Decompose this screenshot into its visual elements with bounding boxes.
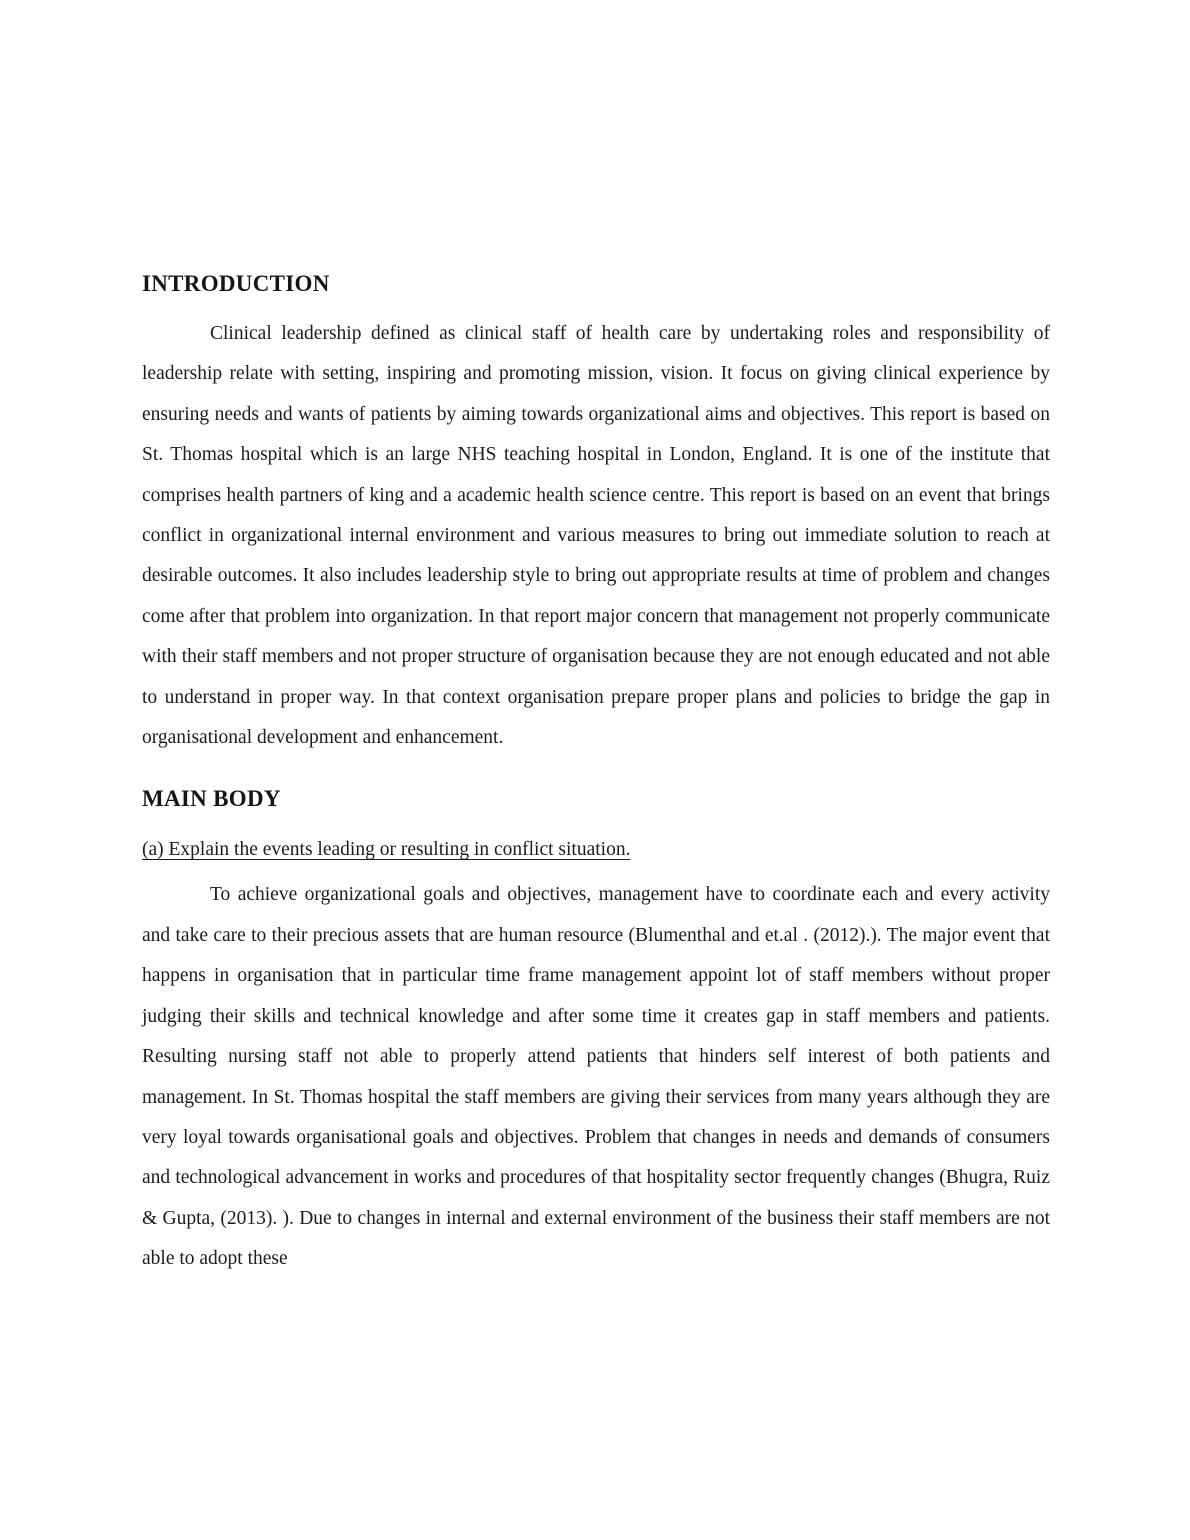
subheading-conflict-situation: (a) Explain the events leading or resulting in conflict situation.	[142, 839, 631, 861]
heading-main-body: MAIN BODY	[142, 786, 281, 812]
introduction-paragraph: Clinical leadership defined as clinical staff of health care by undertaking roles and responsibility of leadership relate with setting, inspiring and promoting mission, vision. It focus on giving clinical experience by ensuring needs and wants of patients by aiming towards organizational aims and objectives. This report is based on St. Thomas hospital which is an large NHS teaching hospital in London, England. It is one of the institute that comprises health partners of king and a academic health science centre. This report is based on an event that brings conflict in organizational internal environment and various measures to bring out immediate solution to reach at desirable outcomes. It also includes leadership style to bring out appropriate results at time of problem and changes come after that problem into organization. In that report major concern that management not properly communicate with their staff members and not proper structure of organisation because they are not enough educated and not able to understand in proper way. In that context organisation prepare proper plans and policies to bridge the gap in organisational development and enhancement.	[142, 323, 1050, 749]
main-body-paragraph: To achieve organizational goals and objectives, management have to coordinate each and every activity and take care to their precious assets that are human resource (Blumenthal and et.al . (2012).). The major event that happens in organisation that in particular time frame management appoint lot of staff members without proper judging their skills and technical knowledge and after some time it creates gap in staff members and patients. Resulting nursing staff not able to properly attend patients that hinders self interest of both patients and management. In St. Thomas hospital the staff members are giving their services from many years although they are very loyal towards organisational goals and objectives. Problem that changes in needs and demands of consumers and technological advancement in works and procedures of that hospitality sector frequently changes (Bhugra, Ruiz & Gupta, (2013). ). Due to changes in internal and external environment of the business their staff members are not able to adopt these	[142, 884, 1050, 1270]
document-content	[142, 270, 1050, 1280]
heading-introduction: INTRODUCTION	[142, 271, 330, 296]
